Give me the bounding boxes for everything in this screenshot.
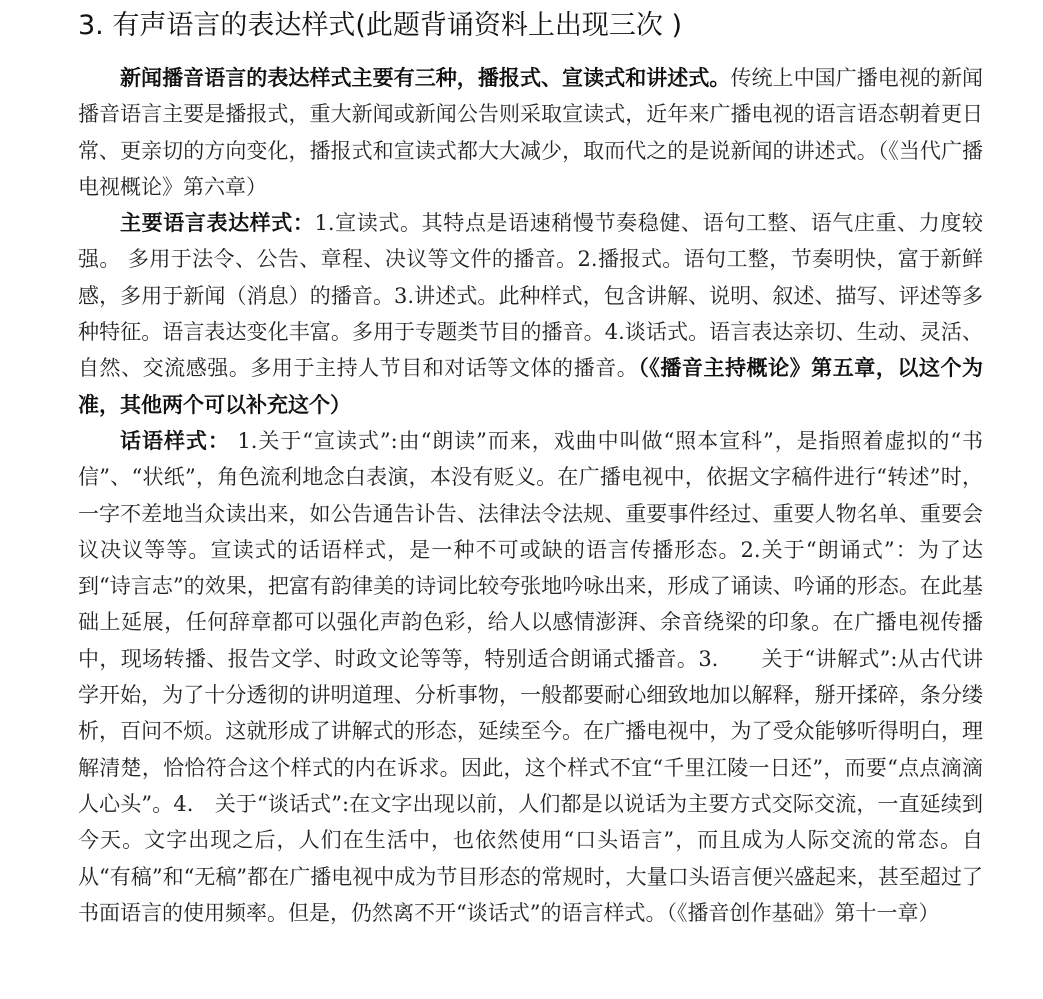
paragraph-main-styles [78, 205, 983, 423]
paragraph-body: 传统上中国广播电视的新闻播音语言主要是播报式，重大新闻或新闻公告则采取宣读式，近年来广播电视的语言语态朝着更日常、更亲切的方向变化，播报式和宣读式都大大减少，取而代之的是说新闻的讲述式。（《当代广播电视概论》第六章） [78, 66, 984, 199]
paragraph-body: 1.宣读式。其特点是语速稍慢节奏稳健、语句工整、语气庄重、力度较强。 多用于法令、公告、章程、决议等文件的播音。2.播报式。语句工整，节奏明快，富于新鲜感，多用于新闻（消息）的播音。3.讲述式。此种样式，包含讲解、说明、叙述、描写、评述等多种特征。语言表达变化丰富。多用于专题类节目的播音。4.谈话式。语言表达亲切、生动、灵活、自然、交流感强。多用于主持人节目和对话等文体的播音。 [78, 211, 983, 381]
paragraph-lead-bold: 新闻播音语言的表达样式主要有三种，播报式、宣读式和讲述式。 [120, 65, 731, 90]
paragraph-body: 1.关于“宣读式”:由“朗读”而来，戏曲中叫做“照本宣科”，是指照着虚拟的“书信”、“状纸”，角色流利地念白表演，本没有贬义。在广播电视中，依据文字稿件进行“转述”时，一字不差地当众读出来，如公告通告讣告、法律法令法规、重要事件经过、重要人物名单、重要会议决议等等。宣读式的话语样式，是一种不可或缺的语言传播形态。2.关于“朗诵式”：为了达到“诗言志”的效果，把富有韵律美的诗词比较夸张地吟咏出来，形成了诵读、吟诵的形态。在此基础上延展，任何辞章都可以强化声韵色彩，给人以感情澎湃、余音绕梁的印象。在广播电视传播中，现场转播、报告文学、时政文论等等，特别适合朗诵式播音。3. 关于“讲解式”:从古代讲学开始，为了十分透彻的讲明道理、分析事物，一般都要耐心细致地加以解释，掰开揉碎，条分缕析，百问不烦。这就形成了讲解式的形态，延续至今。在广播电视中，为了受众能够听得明白，理解清楚，恰恰符合这个样式的内在诉求。因此，这个样式不宜“千里江陵一日还”，而要“点点滴滴人心头”。4. 关于“谈话式”:在文字出现以前，人们都是以说话为主要方式交际交流，一直延续到今天。文字出现之后，人们在生活中，也依然使用“口头语言”，而且成为人际交流的常态。自从“有稿”和“无稿”都在广播电视中成为节目形态的常规时，大量口头语言便兴盛起来，甚至超过了书面语言的使用频率。但是，仍然离不开“谈话式”的语言样式。（《播音创作基础》第十一章） [78, 428, 984, 925]
paragraph-discourse-styles [78, 423, 983, 931]
paragraph-lead-bold: 主要语言表达样式： [120, 210, 315, 236]
paragraph-news-styles [78, 60, 983, 205]
paragraph-lead-bold: 话语样式： [120, 427, 230, 453]
paragraph-tail-bold: （《播音主持概论》第五章，以这个为准，其他两个可以补充这个） [78, 355, 984, 417]
section-heading: 3. 有声语言的表达样式(此题背诵资料上出现三次 ) [78, 10, 682, 41]
